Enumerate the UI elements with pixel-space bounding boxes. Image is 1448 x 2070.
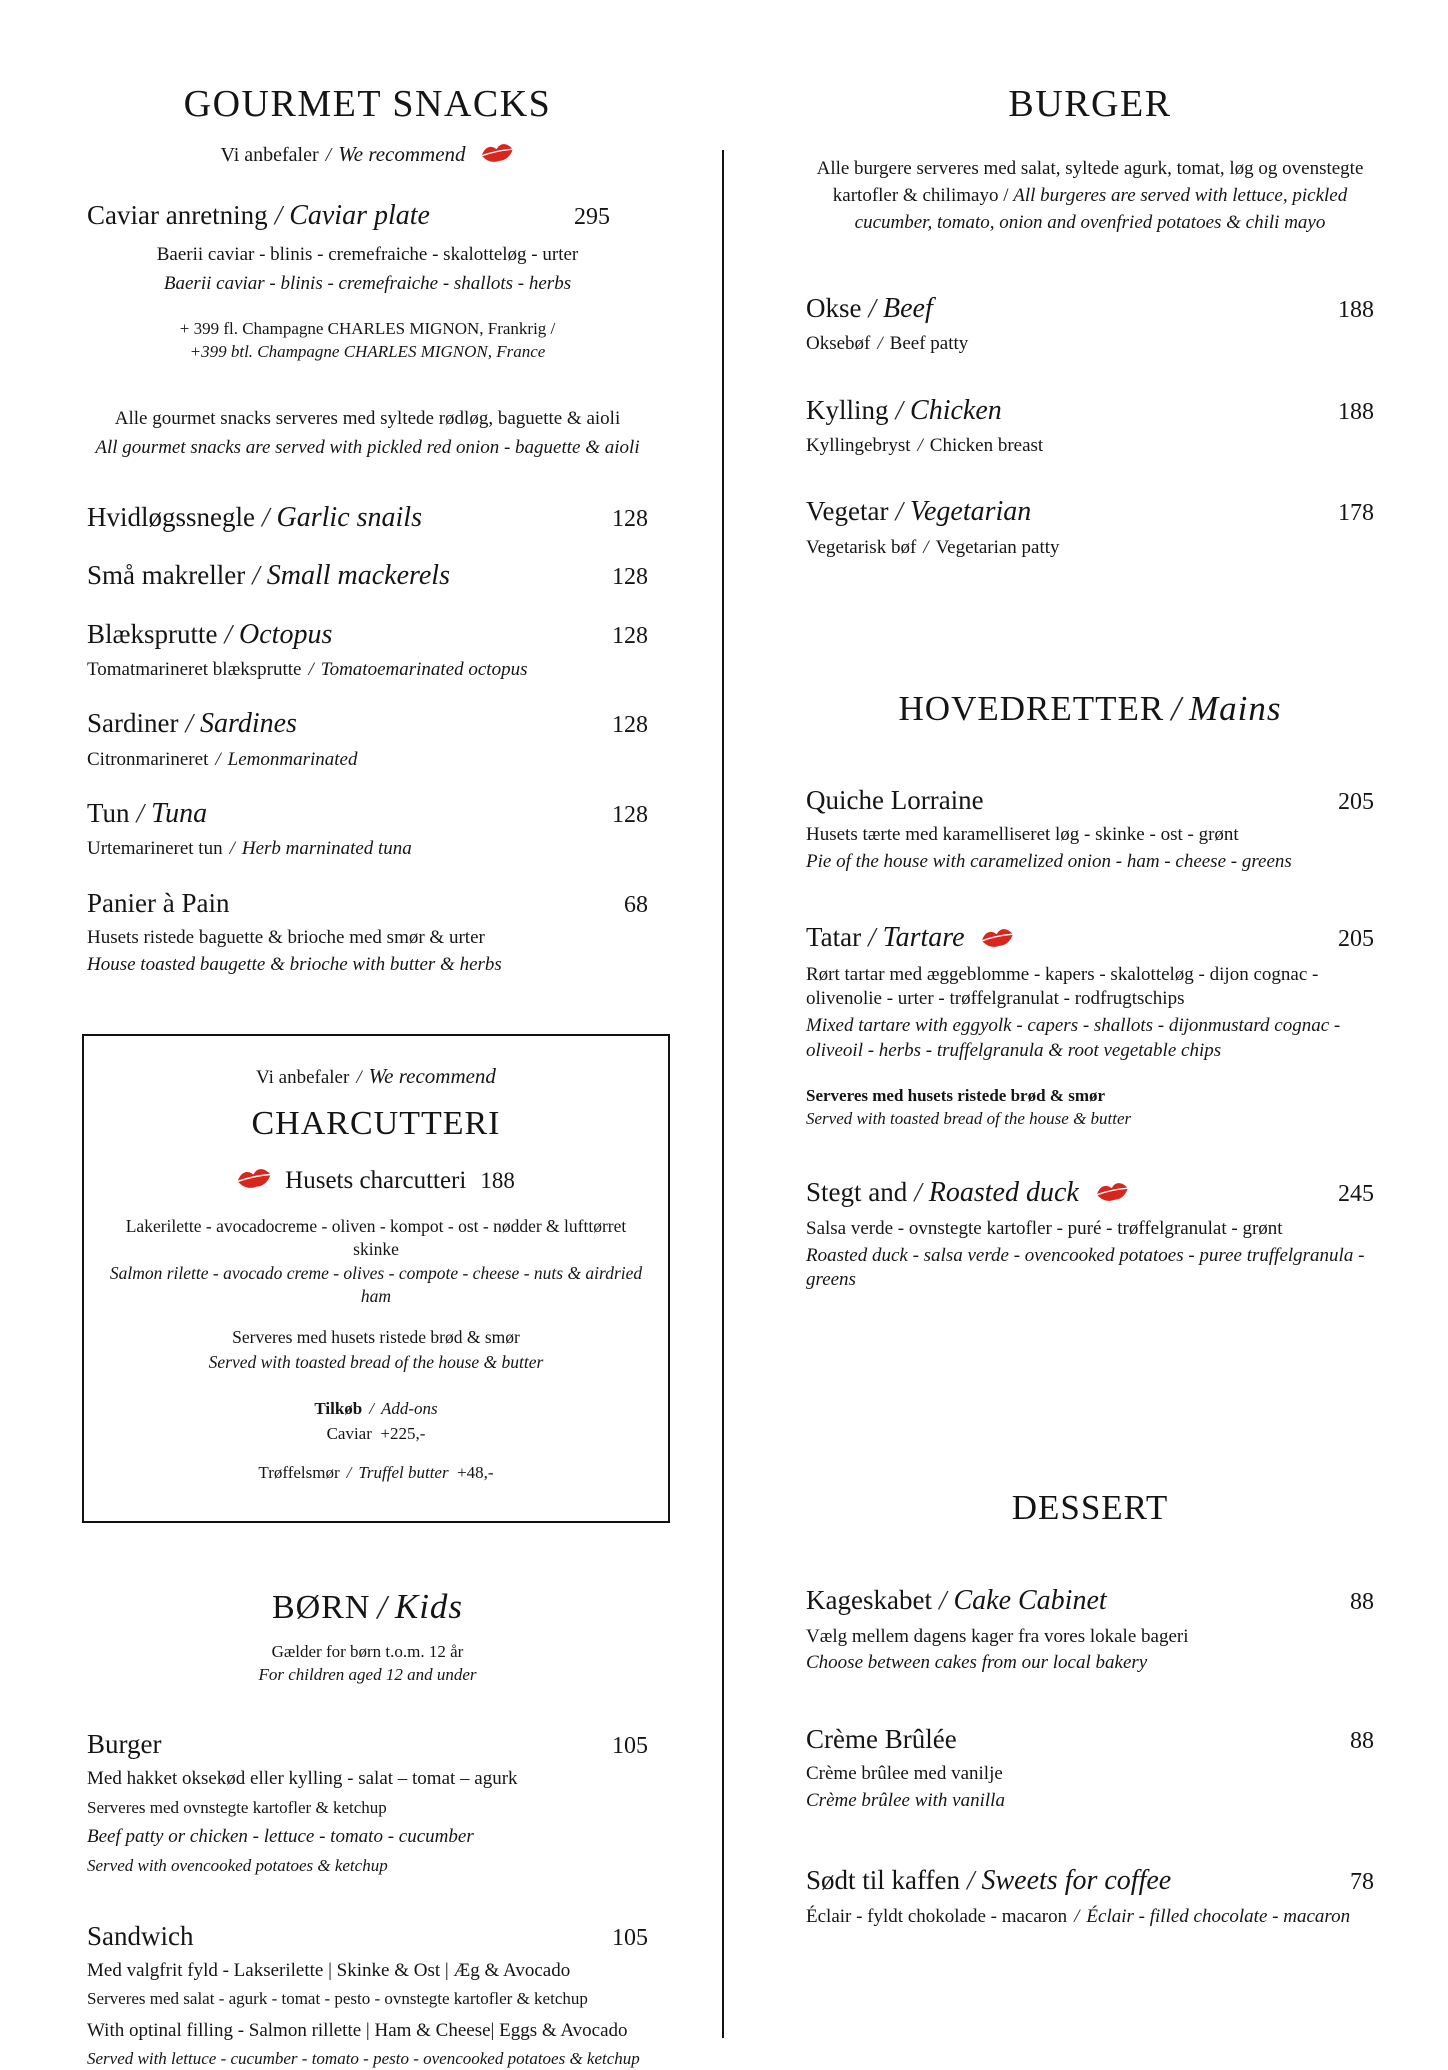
menu-item: Små makreller / Small mackerels 128 — [87, 560, 648, 592]
item-desc: Serveres med salat - agurk - tomat - pesto - ovnstegte kartofler & ketchup — [87, 1989, 588, 2009]
menu-item: Blæksprutte / Octopus 128 — [87, 618, 648, 650]
box-recommend-line: Vi anbefaler / We recommend — [256, 1063, 496, 1088]
menu-item-sweets: Sødt til kaffen / Sweets for coffee 78 — [806, 1865, 1374, 1897]
item-desc-en: Pie of the house with caramelized onion - ham - cheese - greens — [806, 850, 1292, 872]
item-desc: Husets tærte med karamelliseret løg - skinke - ost - grønt — [806, 823, 1239, 845]
item-price: 78 — [1350, 1869, 1374, 1896]
burger-intro: Alle burgere serveres med salat, syltede agurk, tomat, løg og ovenstegte kartofler & chilimayo / All burgeres are served with lettuce, pickled cucumber, tomato, onion and ovenfried potatoes & chili mayo — [816, 157, 1364, 233]
item-price: 178 — [1338, 500, 1374, 527]
item-price: 188 — [1338, 296, 1374, 323]
menu-item-creme-brulee: Crème Brûlée 88 — [806, 1723, 1374, 1754]
item-desc-en: Crème brûlee with vanilla — [806, 1789, 1005, 1811]
champagne-note-en: +399 btl. Champagne CHARLES MIGNON, France — [189, 342, 546, 362]
addons-header: Tilkøb / Add-ons — [314, 1399, 438, 1419]
kiss-lips-icon — [1093, 1176, 1133, 1213]
column-divider — [722, 150, 724, 2038]
left-column — [87, 84, 648, 2070]
charcutteri-served-en: Served with toasted bread of the house & butter — [208, 1351, 544, 1372]
champagne-note — [87, 318, 648, 364]
menu-item: Sardiner / Sardines 128 — [87, 708, 648, 740]
item-price: 128 — [612, 564, 648, 591]
menu-item-caviar — [87, 200, 648, 232]
menu-item-kageskabet: Kageskabet / Cake Cabinet 88 — [806, 1585, 1374, 1617]
item-price: 128 — [612, 802, 648, 829]
menu-item-tatar: Tatar / Tartare 205 — [806, 922, 1374, 955]
menu-item-okse: Okse / Beef 188 — [806, 292, 1374, 324]
recommend-label-en: We recommend — [338, 141, 466, 166]
item-price: 295 — [574, 204, 610, 231]
item-price: 128 — [612, 712, 648, 739]
addon-truffle: Trøffelsmør / Truffel butter +48,- — [258, 1462, 494, 1482]
caviar-desc-da: Baerii caviar - blinis - cremefraiche - skalotteløg - urter — [156, 244, 579, 266]
caviar-desc-en: Baerii caviar - blinis - cremefraiche - shallots - herbs — [163, 273, 572, 295]
item-price: 68 — [624, 892, 648, 919]
tatar-served-da: Serveres med husets ristede brød & smør — [806, 1086, 1106, 1106]
charcutteri-title: CHARCUTTERI — [251, 1104, 501, 1142]
kids-note-en: For children aged 12 and under — [258, 1665, 477, 1685]
charcutteri-served-da: Serveres med husets ristede brød & smør — [232, 1326, 520, 1347]
menu-item-kids-burger: Burger 105 — [87, 1729, 648, 1760]
item-price: 128 — [612, 622, 648, 649]
menu-item-kylling: Kylling / Chicken 188 — [806, 394, 1374, 426]
item-desc: Tomatmarineret blæksprutte / Tomatoemarinated octopus — [87, 658, 528, 680]
item-price: 205 — [1338, 926, 1374, 953]
menu-item-quiche: Quiche Lorraine 205 — [806, 784, 1374, 815]
champagne-note-da: + 399 fl. Champagne CHARLES MIGNON, Frankrig / — [179, 319, 556, 339]
mains-title: HOVEDRETTER / Mains — [898, 689, 1282, 729]
item-price: 88 — [1350, 1727, 1374, 1754]
item-desc: Rørt tartar med æggeblomme - kapers - skalotteløg - dijon cognac - olivenolie - urter - trøffelgranulat - rodfrugtschips — [806, 963, 1319, 1010]
item-desc-en: Mixed tartare with eggyolk - capers - shallots - dijonmustard cognac - oliveoil - herbs - truffelgranula & root vegetable chips — [806, 1014, 1341, 1061]
item-desc-en: Served with ovencooked potatoes & ketchup — [87, 1855, 388, 1875]
item-desc-en: House toasted baugette & brioche with butter & herbs — [87, 953, 502, 975]
item-desc: Salsa verde - ovnstegte kartofler - puré - trøffelgranulat - grønt — [806, 1217, 1283, 1239]
item-price: 128 — [612, 506, 648, 533]
item-desc-en: Choose between cakes from our local bakery — [806, 1652, 1148, 1674]
gourmet-note-en: All gourmet snacks are served with pickled red onion - baguette & aioli — [95, 437, 640, 459]
item-price: 105 — [612, 1733, 648, 1760]
menu-item: Panier à Pain 68 — [87, 888, 648, 919]
charcutteri-desc-en: Salmon rilette - avocado creme - olives - compote - cheese - nuts & airdried ham — [109, 1263, 643, 1307]
kids-title: BØRN / Kids — [271, 1587, 464, 1627]
item-desc: Vælg mellem dagens kager fra vores lokale bageri — [806, 1625, 1189, 1647]
item-desc-en: Served with lettuce - cucumber - tomato - pesto - ovencooked potatoes & ketchup — [87, 2049, 640, 2069]
menu-item: Tun / Tuna 128 — [87, 798, 648, 830]
menu-item-kids-sandwich: Sandwich 105 — [87, 1920, 648, 1951]
item-desc: Oksebøf / Beef patty — [806, 332, 969, 354]
item-desc: Husets ristede baguette & brioche med smør & urter — [87, 927, 485, 949]
item-desc: Crème brûlee med vanilje — [806, 1762, 1003, 1784]
item-desc-en: Beef patty or chicken - lettuce - tomato - cucumber — [87, 1825, 474, 1847]
item-desc: Éclair - fyldt chokolade - macaron / Éclair - filled chocolate - macaron — [806, 1905, 1351, 1927]
kiss-lips-icon — [978, 921, 1018, 958]
right-column — [806, 84, 1374, 1929]
gourmet-recommend-line: Vi anbefaler / We recommend — [87, 142, 648, 170]
charcutteri-feature — [104, 1167, 648, 1197]
item-desc: Serveres med ovnstegte kartofler & ketchup — [87, 1797, 387, 1817]
kiss-lips-icon — [478, 139, 517, 173]
item-price: 205 — [1338, 788, 1374, 815]
item-title: Caviar anretning / Caviar plate — [87, 200, 430, 232]
feature-price: 188 — [480, 1167, 515, 1193]
item-price: 105 — [612, 1924, 648, 1951]
feature-name: Husets charcutteri — [285, 1166, 467, 1194]
item-desc: With optinal filling - Salmon rillette | Ham & Cheese| Eggs & Avocado — [87, 2019, 628, 2041]
dessert-title: DESSERT — [1011, 1487, 1169, 1527]
tatar-served-en: Served with toasted bread of the house & butter — [806, 1109, 1132, 1129]
kids-note-da: Gælder for børn t.o.m. 12 år — [271, 1642, 464, 1662]
gourmet-snacks-title: GOURMET SNACKS — [183, 83, 552, 125]
menu-item: Hvidløgssnegle / Garlic snails 128 — [87, 502, 648, 534]
item-desc: Med hakket oksekød eller kylling - salat – tomat – agurk — [87, 1768, 518, 1790]
recommend-label-da: Vi anbefaler — [220, 143, 319, 166]
item-desc: Citronmarineret / Lemonmarinated — [87, 748, 358, 770]
item-desc: Kyllingebryst / Chicken breast — [806, 434, 1044, 456]
menu-item-vegetar: Vegetar / Vegetarian 178 — [806, 496, 1374, 528]
item-desc: Vegetarisk bøf / Vegetarian patty — [806, 536, 1060, 558]
item-price: 88 — [1350, 1589, 1374, 1616]
burger-title: BURGER — [1008, 83, 1172, 125]
item-price: 188 — [1338, 398, 1374, 425]
kiss-lips-icon — [234, 1163, 275, 1200]
gourmet-note-da: Alle gourmet snacks serveres med syltede rødløg, baguette & aioli — [114, 408, 621, 430]
item-desc-en: Roasted duck - salsa verde - ovencooked potatoes - puree truffelgranula - greens — [806, 1244, 1365, 1291]
addon-caviar: Caviar +225,- — [326, 1423, 426, 1443]
item-price: 245 — [1338, 1180, 1374, 1207]
item-desc: Med valgfrit fyld - Lakserilette | Skinke & Ost | Æg & Avocado — [87, 1959, 571, 1981]
charcutteri-box — [82, 1034, 670, 1524]
charcutteri-desc-da: Lakerilette - avocadocreme - oliven - kompot - ost - nødder & lufttørret skinke — [125, 1215, 627, 1259]
menu-item-duck: Stegt and / Roasted duck 245 — [806, 1177, 1374, 1210]
item-desc: Urtemarineret tun / Herb marninated tuna — [87, 838, 412, 860]
